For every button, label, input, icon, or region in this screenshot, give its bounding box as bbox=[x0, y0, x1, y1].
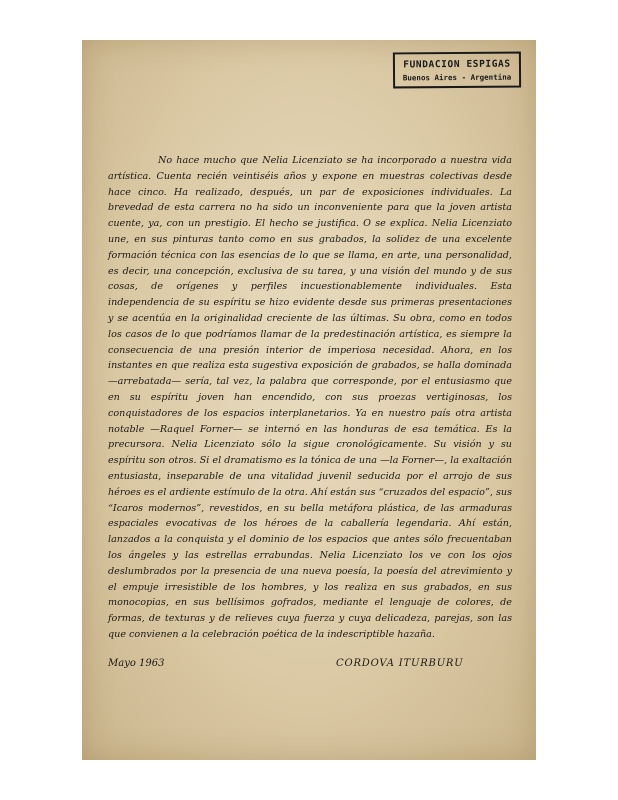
date-line: Mayo 1963 bbox=[108, 658, 165, 669]
stamp-line-1: FUNDACION ESPIGAS bbox=[403, 58, 511, 71]
foundation-stamp bbox=[393, 52, 521, 89]
author-signature: CORDOVA ITURBURU bbox=[336, 658, 464, 669]
stamp-line-2: Buenos Aires - Argentina bbox=[402, 72, 512, 83]
body-paragraph: No hace mucho que Nelia Licenziato se ha incorporado a nuestra vida artística. Cuenta recién veintiséis años y expone en muestras colectivas desde hace cinco. Ha realizado, después, un par de exposiciones individuales. La brevedad de esta carrera no ha sido un inconveniente para que la joven artista cuente, ya, con un prestigio. El hecho se justifica. O se explica. Nelia Licenziato une, en sus pinturas tanto como en sus grabados, la solidez de una excelente formación técnica con las esencias de lo que se llama, en arte, una personalidad, es decir, una concepción, exclusiva de su tarea, y una visión del mundo y de sus cosas, de orígenes y perfiles incuestionablemente individuales. Esta independencia de su espíritu se hizo evidente desde sus primeras presentaciones y se acentúa en la originalidad creciente de las últimas. Su obra, como en todos los casos de lo que podríamos llamar de la predestinación artística, es siempre la consecuencia de una presión interior de imperiosa necesidad. Ahora, en los instantes en que realiza esta sugestiva exposición de grabados, se halla dominada —arrebatada— sería, tal vez, la palabra que corresponde, por el entusiasmo que en su espíritu joven han encendido, con sus proezas vertiginosas, los conquistadores de los espacios interplanetarios. Ya en nuestro país otra artista notable —Raquel Forner— se internó en las honduras de esa temática. Es la precursora. Nelia Licenziato sólo la sigue cronológicamente. Su visión y su espíritu son otros. Si el dramatismo es la tónica de una —la Forner—, la exaltación entusiasta, inseparable de una vitalidad juvenil seducida por el arrojo de sus héroes es el ardiente estímulo de la otra. Ahí están sus “cruzados del espacio”, sus “Icaros modernos”, revestidos, en su bella metáfora plástica, de las armaduras espaciales evocativas de los héroes de la caballería legendaria. Ahí están, lanzados a la conquista y el dominio de los espacios que antes sólo frecuentaban los ángeles y las estrellas errabundas. Nelia Licenziato los ve con los ojos deslumbrados por la presencia de una nueva poesía, la poesía del atrevimiento y el empuje irresistible de los hombres, y los realiza en sus grabados, en sus monocopias, en sus bellísimos gofrados, mediante el lenguaje de colores, de formas, de texturas y de relieves cuya fuerza y cuya delicadeza, parejas, son las que convienen a la celebración poética de la indescriptible hazaña. bbox=[108, 155, 512, 640]
